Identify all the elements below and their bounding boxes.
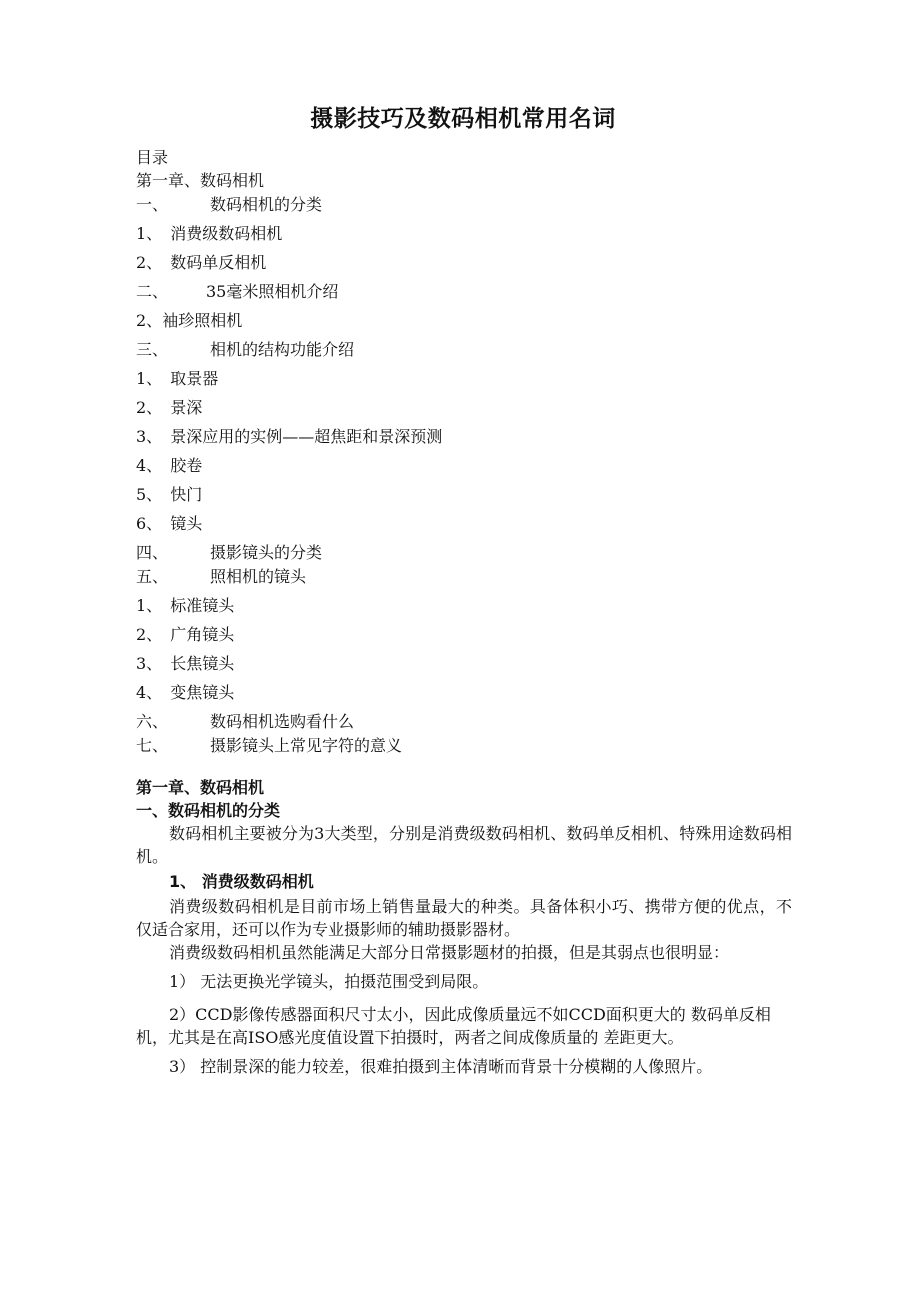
toc-item [136, 734, 816, 757]
chapter-heading: 第一章、数码相机 [136, 778, 265, 797]
toc-item-number: 四、 [136, 543, 169, 562]
toc-item [136, 710, 816, 733]
toc-item-number: 6、 [136, 514, 163, 533]
toc-item-number: 1、 [136, 596, 163, 615]
toc-item-text: 摄影镜头的分类 [210, 543, 323, 562]
toc-item-number: 5、 [136, 485, 163, 504]
toc-item-number: 2、 [136, 625, 163, 644]
intro-paragraph: 数码相机主要被分为3大类型，分别是消费级数码相机、数码单反相机、特殊用途数码相机。 [136, 824, 792, 866]
toc-item-number: 3、 [136, 654, 163, 673]
toc-item [136, 251, 816, 274]
document-title: 摄影技巧及数码相机常用名词 [310, 106, 616, 132]
toc-item-text: 广角镜头 [170, 625, 235, 644]
paragraph-2: 消费级数码相机虽然能满足大部分日常摄影题材的拍摄，但是其弱点也很明显： [169, 943, 730, 962]
toc-item-text: 数码相机的分类 [210, 195, 323, 214]
toc-item-text: 数码单反相机 [170, 253, 267, 272]
toc-item-text: 第一章、数码相机 [136, 171, 265, 190]
toc-item-text: 取景器 [170, 369, 219, 388]
toc-item-text: 35毫米照相机介绍 [206, 282, 339, 301]
toc-item-number: 三、 [136, 340, 169, 359]
toc-item-number: 2、 [136, 398, 163, 417]
weakness-item-1: 1） 无法更换光学镜头，拍摄范围受到局限。 [169, 972, 489, 991]
toc-item [136, 309, 816, 332]
chapter-body [136, 776, 792, 1078]
weakness-item-2: 2）CCD影像传感器面积尺寸太小，因此成像质量远不如CCD面积更大的 数码单反相机，尤其是在高ISO感光度值设置下拍摄时，两者之间成像质量的 差距更大。 [136, 1005, 771, 1047]
toc-item-number: 六、 [136, 712, 169, 731]
toc-item [136, 425, 816, 448]
toc-item [136, 594, 816, 617]
toc-item-text: 标准镜头 [170, 596, 235, 615]
toc-item [136, 483, 816, 506]
toc-item-text: 快门 [170, 485, 203, 504]
toc-item-text: 消费级数码相机 [170, 224, 283, 243]
toc-item-text: 胶卷 [170, 456, 203, 475]
toc-item-text: 景深应用的实例——超焦距和景深预测 [170, 427, 443, 446]
toc-item-number: 五、 [136, 567, 169, 586]
toc-item-number: 七、 [136, 736, 169, 755]
toc-item [136, 623, 816, 646]
toc-heading: 目录 [136, 148, 169, 167]
toc-item [136, 193, 816, 216]
toc-item-text: 袖珍照相机 [162, 311, 243, 330]
toc-item-text: 照相机的镜头 [210, 567, 307, 586]
toc-item [136, 280, 816, 303]
toc-item-text: 长焦镜头 [170, 654, 235, 673]
subsection-heading: 1、 消费级数码相机 [169, 872, 314, 891]
weakness-item-3: 3） 控制景深的能力较差，很难拍摄到主体清晰而背景十分模糊的人像照片。 [169, 1057, 713, 1076]
toc-item-number: 4、 [136, 683, 163, 702]
toc-item [136, 338, 816, 361]
toc-item-text: 相机的结构功能介绍 [210, 340, 355, 359]
toc-item [136, 681, 816, 704]
toc-item [136, 541, 816, 564]
toc-item [136, 565, 816, 588]
toc-list [136, 169, 816, 757]
toc-item [136, 367, 816, 390]
toc-item [136, 652, 816, 675]
toc-item-number: 4、 [136, 456, 163, 475]
toc-item [136, 169, 816, 192]
toc-item [136, 396, 816, 419]
toc-item-number: 2、 [136, 253, 163, 272]
toc-item-number: 1、 [136, 224, 163, 243]
toc-item [136, 454, 816, 477]
toc-item [136, 222, 816, 245]
toc-item-text: 变焦镜头 [170, 683, 235, 702]
toc-item-number: 1、 [136, 369, 163, 388]
toc-item-text: 镜头 [170, 514, 203, 533]
section-heading: 一、数码相机的分类 [136, 801, 281, 820]
toc-item-number: 一、 [136, 195, 169, 214]
toc-item-number: 二、 [136, 282, 169, 301]
toc-item-text: 数码相机选购看什么 [210, 712, 355, 731]
toc-item-text: 景深 [170, 398, 203, 417]
toc-item-number: 3、 [136, 427, 163, 446]
toc-item-number: 2、 [136, 311, 163, 330]
table-of-contents [136, 146, 816, 757]
toc-item [136, 512, 816, 535]
toc-item-text: 摄影镜头上常见字符的意义 [210, 736, 403, 755]
paragraph-1: 消费级数码相机是目前市场上销售量最大的种类。具备体积小巧、携带方便的优点，不仅适合家用，还可以作为专业摄影师的辅助摄影器材。 [136, 897, 792, 939]
